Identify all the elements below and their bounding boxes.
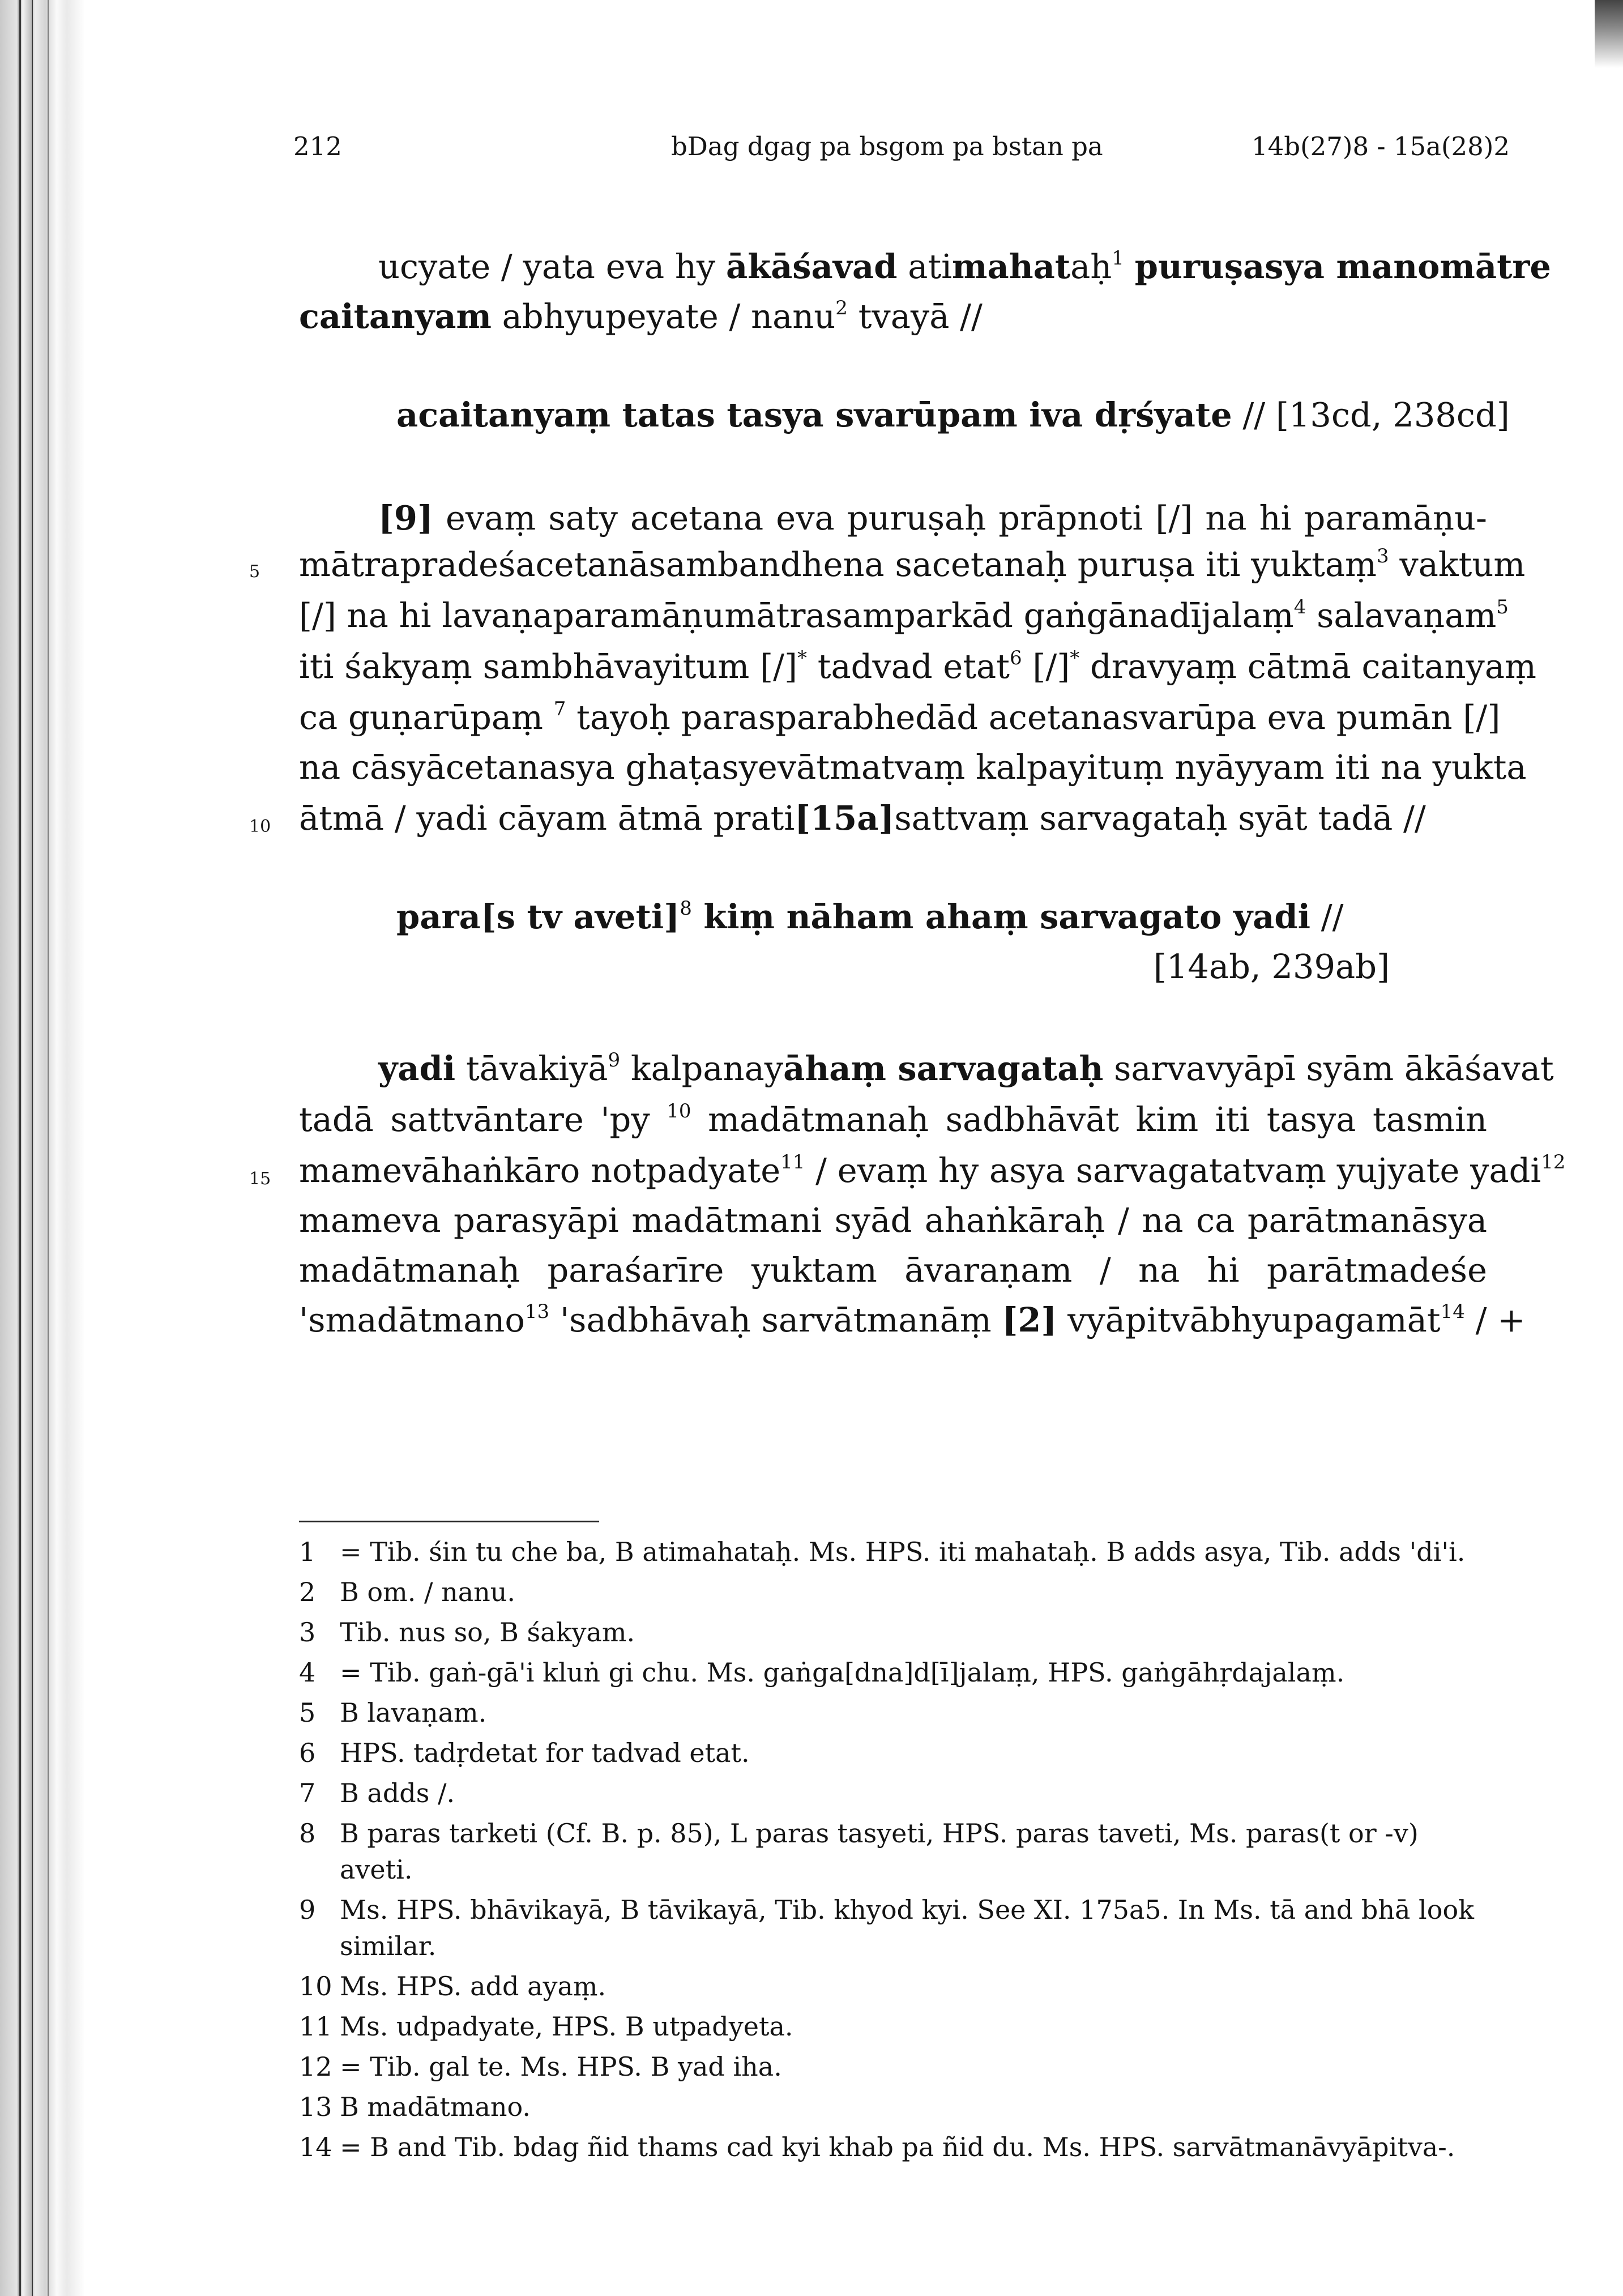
footnote-ref: * [797,647,807,669]
footnote-ref: 9 [608,1049,621,1072]
text-line: mamevāhaṅkāro notpadyate$^{11}$ / evaṃ hy asya sarvagatatvaṃ yujyate yadi$^{12}$ [299,1151,1566,1190]
footnote-ref: 13 [524,1300,550,1323]
footnote-ref: 3 [1376,545,1389,567]
text-line: yadi tāvakiyā$^9$ kalpanayāhaṃ sarvagataḥ sarvavyāpī syām ākāśavat [378,1049,1554,1088]
footnote: 1 = Tib. śin tu che ba, B atimahataḥ. Ms. HPS. iti mahataḥ. B adds asya, Tib. adds 'di'i. [299,1537,1466,1567]
footnote: 13 B madātmano. [299,2092,531,2122]
footnote-ref: 4 [1293,596,1306,618]
binding-line [32,0,33,2296]
binding-line [19,0,21,2296]
footnote-ref: 7 [553,698,566,720]
text-line: [/] na hi lavaṇaparamāṇumātrasamparkād gaṅgānadījalaṃ$^4$ salavaṇam$^5$ [299,596,1509,635]
line-number: 5 [249,562,260,582]
binding-edge [0,0,85,2296]
text-line: ucyate / yata eva hy ākāśavad atimahataḥ$^1$ puruṣasya manomātre [378,247,1551,286]
footnote-ref: 10 [667,1100,691,1123]
line-number: 15 [249,1169,271,1189]
footnote: 2 B om. / nanu. [299,1577,516,1607]
text-line: mameva parasyāpi madātmani syād ahaṅkāraḥ / na ca parātmanāsya [299,1201,1487,1240]
footnote-ref: 1 [1112,247,1124,270]
footnote-ref: 8 [680,897,692,920]
footnote: 8 B paras tarketi (Cf. B. p. 85), L paras tasyeti, HPS. paras taveti, Ms. paras(t or -v) aveti. [299,1818,1419,1885]
footnote: 5 B lavaṇam. [299,1697,487,1728]
text-line: tadā sattvāntare 'py $^{10}$ madātmanaḥ sadbhāvāt kim iti tasya tasmin [299,1100,1488,1139]
verse-reference: [14ab, 239ab] [1153,947,1390,986]
folio-reference: 14b(27)8 - 15a(28)2 [1252,131,1510,161]
running-title: bDag dgag pa bsgom pa bstan pa [671,131,1103,161]
footnote-ref: 11 [780,1151,805,1173]
footnote: 9 Ms. HPS. bhāvikayā, B tāvikayā, Tib. khyod kyi. See XI. 175a5. In Ms. tā and bhā look similar. [299,1894,1475,1961]
scan-corner-mark [1595,0,1623,68]
footnote: 12 = Tib. gal te. Ms. HPS. B yad iha. [299,2051,782,2082]
footnote: 3 Tib. nus so, B śakyam. [299,1617,635,1648]
text-line: [9] evaṃ saty acetana eva puruṣaḥ prāpnoti [/] na hi paramāṇu- [378,498,1487,537]
text-line: madātmanaḥ paraśarīre yuktam āvaraṇam / na hi parātmadeśe [299,1251,1487,1290]
footnote: 4 = Tib. gaṅ-gā'i kluṅ gi chu. Ms. gaṅga[dna]d[ī]jalaṃ, HPS. gaṅgāhṛdajalaṃ. [299,1657,1345,1688]
footnote-ref: 6 [1009,647,1022,669]
footnote: 11 Ms. udpadyate, HPS. B utpadyeta. [299,2011,793,2042]
verse-line: para[s tv aveti]$^8$ kiṃ nāham ahaṃ sarvagato yadi // [396,897,1344,936]
footnote: 6 HPS. tadṛdetat for tadvad etat. [299,1738,750,1768]
footnote: 10 Ms. HPS. add ayaṃ. [299,1971,607,2001]
footnote-ref: 5 [1496,596,1509,618]
line-number: 10 [249,817,271,837]
footnotes [299,1534,1487,2169]
footnote-rule [299,1521,599,1522]
text-line: na cāsyācetanasya ghaṭasyevātmatvaṃ kalpayituṃ nyāyyam iti na yukta [299,748,1527,787]
verse-line: acaitanyaṃ tatas tasya svarūpam iva dṛśyate // [13cd, 238cd] [396,395,1510,434]
text-line: mātrapradeśacetanāsambandhena sacetanaḥ puruṣa iti yuktaṃ$^3$ vaktum [299,545,1526,584]
text-line: caitanyam abhyupeyate / nanu$^2$ tvayā // [299,297,983,336]
binding-line [48,0,49,2296]
footnote: 7 B adds /. [299,1778,455,1808]
text-line: ca guṇarūpaṃ $^7$ tayoḥ parasparabhedād acetanasvarūpa eva pumān [/] [299,698,1501,737]
text-line: iti śakyaṃ sambhāvayitum [/]* tadvad etat$^6$ [/]* dravyaṃ cātmā caitanyaṃ [299,647,1536,686]
footnote-ref: 14 [1440,1300,1465,1323]
page-number: 212 [293,131,342,161]
text-line: 'smadātmano$^{13}$ 'sadbhāvaḥ sarvātmanāṃ [2] vyāpitvābhyupagamāt$^{14}$ / + [299,1300,1526,1339]
text-line: ātmā / yadi cāyam ātmā prati[15a]sattvaṃ sarvagataḥ syāt tadā // [299,799,1426,838]
footnote: 14 = B and Tib. bdag ñid thams cad kyi khab pa ñid du. Ms. HPS. sarvātmanāvyāpitva-. [299,2132,1455,2162]
footnote-ref: 12 [1541,1151,1566,1173]
footnote-ref: * [1070,647,1080,669]
footnote-ref: 2 [835,297,848,319]
